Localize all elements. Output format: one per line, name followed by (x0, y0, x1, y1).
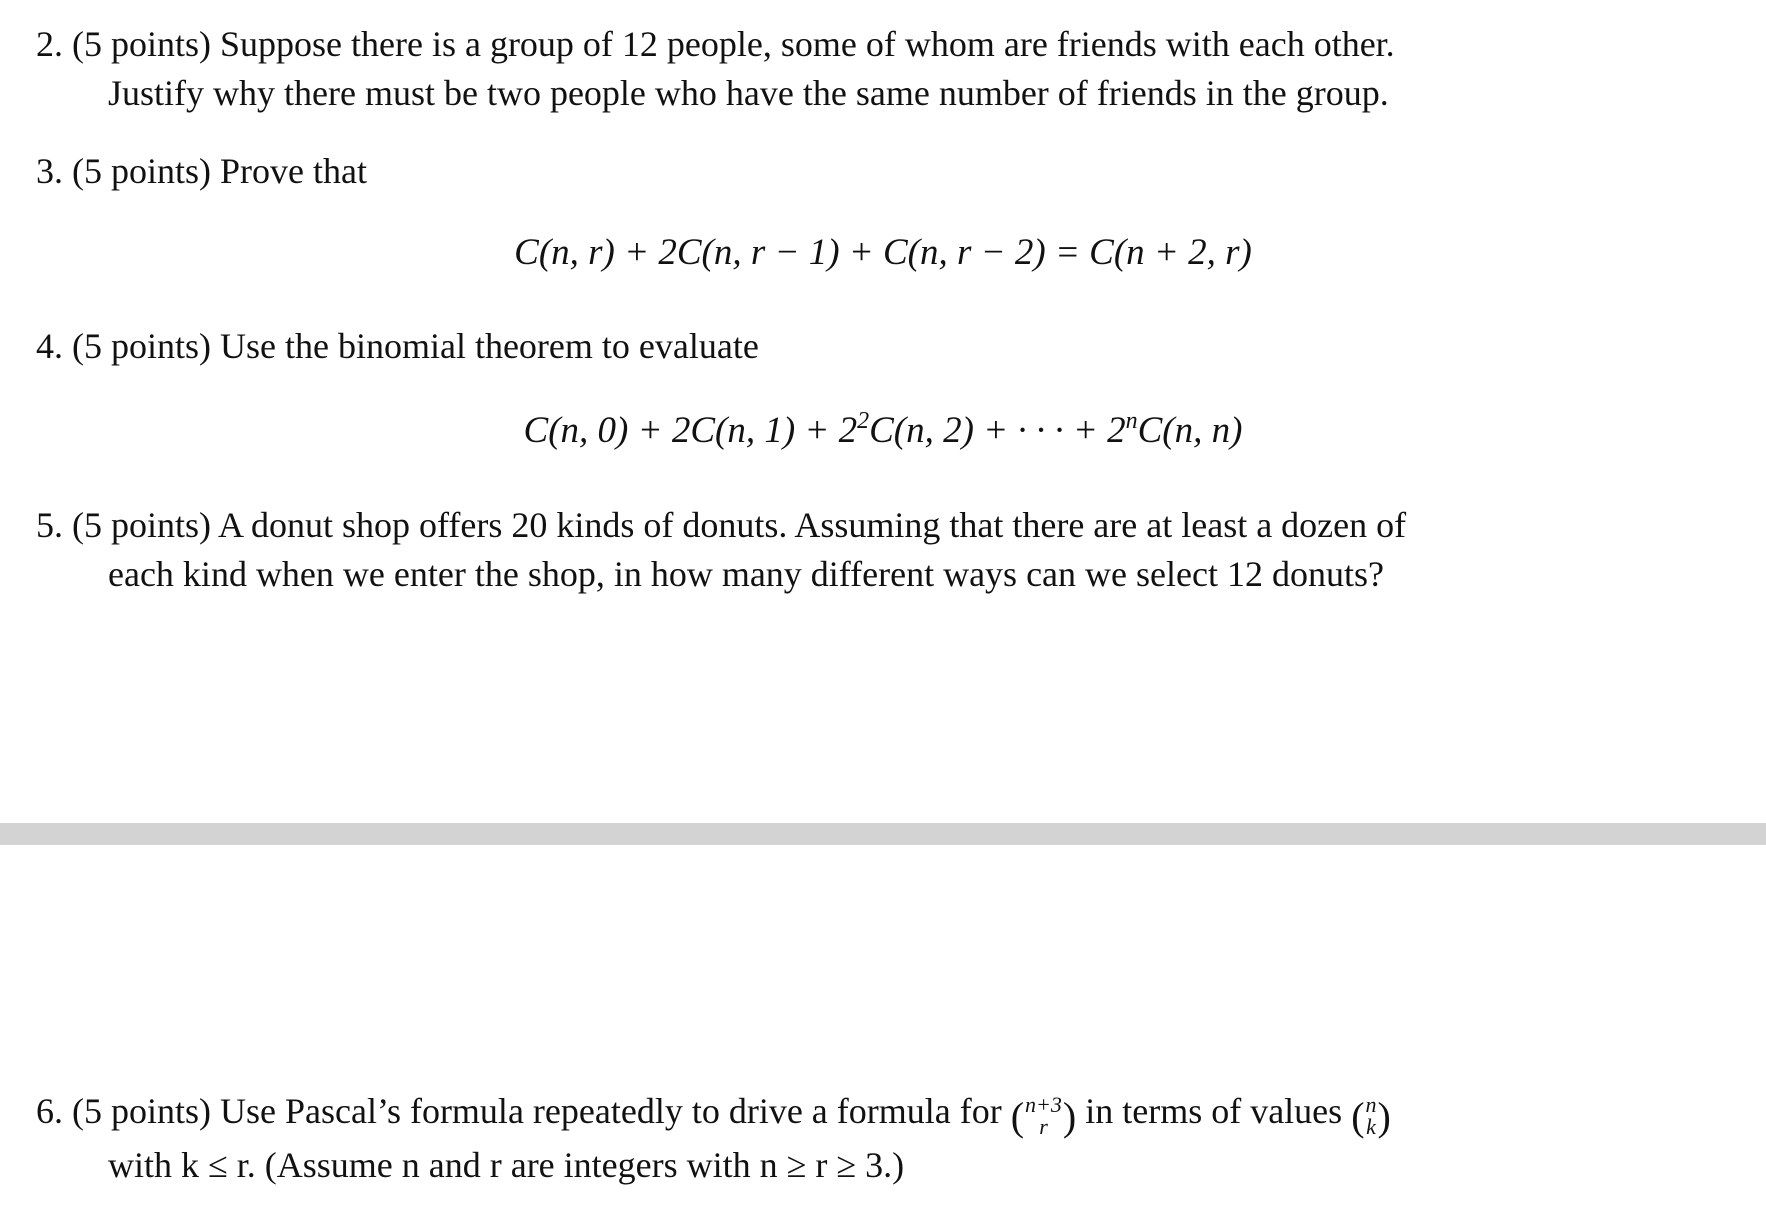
problem-text: (5 points) Use Pascal’s formula repeatedly to drive a formula for (72, 1091, 1002, 1131)
problem-4-line-1 (36, 322, 1636, 371)
problem-5-line-1 (36, 501, 1636, 550)
binomial-top: n+3 (1025, 1092, 1062, 1118)
problem-4 (36, 322, 1636, 371)
problem-6-line-1 (36, 1087, 1736, 1141)
problem-text: (5 points) Use the binomial theorem to evaluate (72, 326, 759, 366)
equation-exponent: n (1125, 408, 1138, 434)
binomial-n-choose-k: ( n k ) (1351, 1092, 1391, 1140)
binomial-bottom: r (1039, 1114, 1048, 1140)
problem-2 (36, 20, 1636, 118)
problem-number: 2. (36, 24, 63, 64)
equation-problem-3: C(n, r) + 2C(n, r − 1) + C(n, r − 2) = C(n + 2, r) (514, 232, 1252, 273)
problem-number: 6. (36, 1091, 63, 1131)
page-section-bottom (0, 845, 1766, 1210)
problem-text: (5 points) Prove that (72, 151, 367, 191)
problem-number: 3. (36, 151, 63, 191)
equation-part: C(n, 2) + · · · + 2 (869, 410, 1126, 451)
problem-6 (36, 1087, 1736, 1190)
equation-part: C(n, 0) + 2C(n, 1) + 2 (523, 410, 858, 451)
binomial-n-plus-3-choose-r: ( n+3 r ) (1010, 1092, 1077, 1140)
problem-2-line-1 (36, 20, 1636, 69)
problem-6-line-2: with k ≤ r. (Assume n and r are integers with n ≥ r ≥ 3.) (108, 1144, 905, 1185)
problem-3-line-1 (36, 147, 1636, 196)
page-divider (0, 823, 1766, 845)
binomial-top: n (1365, 1092, 1377, 1118)
problem-number: 5. (36, 505, 63, 545)
binomial-bottom: k (1366, 1114, 1376, 1140)
problem-5-line-2: each kind when we enter the shop, in how many different ways can we select 12 donuts? (108, 554, 1384, 594)
problem-5 (36, 501, 1636, 599)
equation-problem-4 (0, 406, 1766, 455)
equation-exponent: 2 (857, 408, 870, 434)
problem-text: in terms of values (1085, 1091, 1343, 1131)
problem-text: (5 points) A donut shop offers 20 kinds of donuts. Assuming that there are at least a dozen of (72, 505, 1407, 545)
problem-text: (5 points) Suppose there is a group of 12 people, some of whom are friends with each other. (72, 24, 1395, 64)
problem-number: 4. (36, 326, 63, 366)
problem-2-line-2: Justify why there must be two people who have the same number of friends in the group. (108, 73, 1389, 113)
equation-part: C(n, n) (1137, 410, 1243, 451)
problem-3 (36, 147, 1636, 196)
